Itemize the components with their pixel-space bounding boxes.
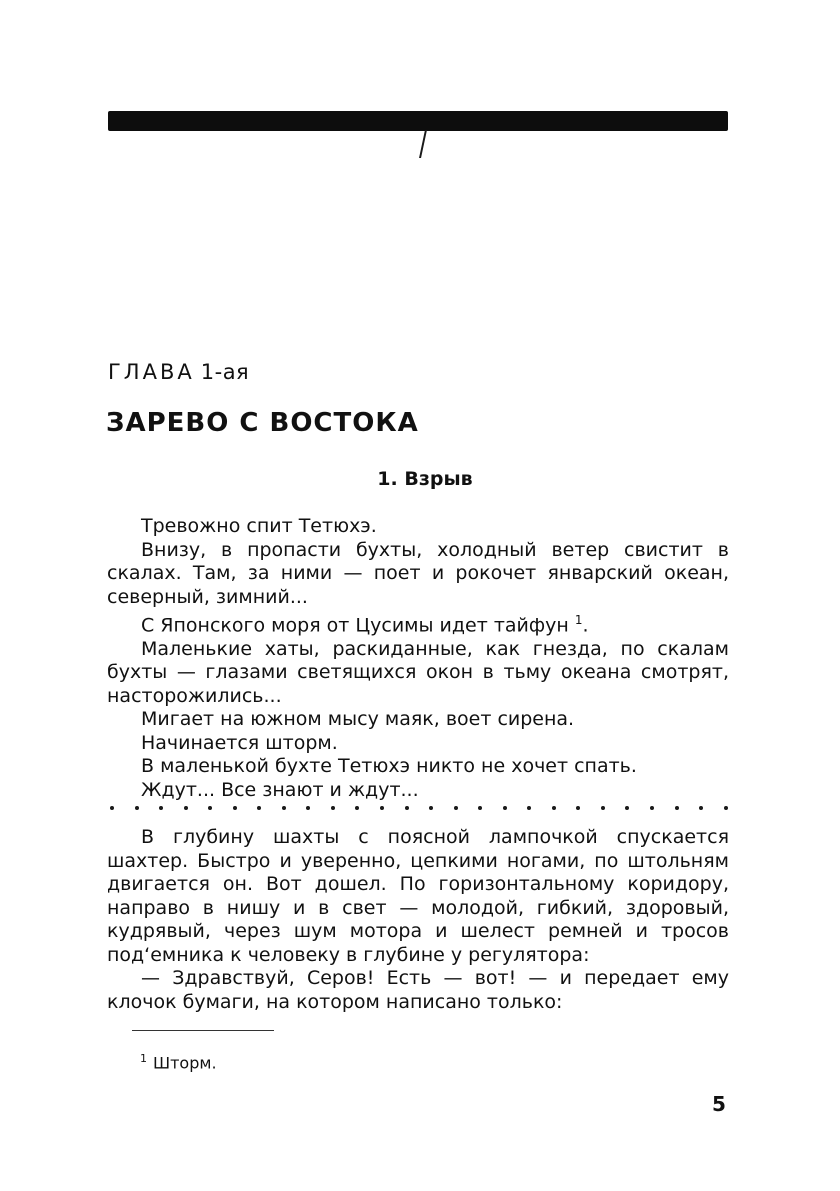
separator-dot (576, 806, 580, 810)
separator-dot (503, 806, 507, 810)
paragraph: Мигает на южном мысу маяк, воет сирена. (141, 708, 575, 731)
separator-dot (282, 806, 286, 810)
separator-dot (625, 806, 629, 810)
separator-dot (184, 806, 188, 810)
footnote-reference: 1 (574, 613, 583, 627)
decorative-stroke (419, 130, 427, 158)
separator-dot (675, 806, 679, 810)
separator-dot (257, 806, 261, 810)
chapter-number: 1-ая (200, 360, 250, 384)
paragraph: Внизу, в пропасти бухты, холодный ветер свистит в скалах. Там, за ними — поет и рокочет январский океан, северный, зимний... (107, 538, 729, 608)
footnote-text: Шторм. (153, 1053, 217, 1073)
dotted-separator (110, 806, 728, 810)
body-text-part2 (107, 826, 729, 1014)
decorative-header-bar (108, 111, 728, 131)
separator-dot (135, 806, 139, 810)
separator-dot (552, 806, 556, 810)
paragraph: В маленькой бухте Тетюхэ никто не хочет спать. (141, 755, 637, 778)
separator-dot (650, 806, 654, 810)
separator-dot (454, 806, 458, 810)
paragraph: Начинается шторм. (141, 731, 338, 754)
separator-dot (601, 806, 605, 810)
paragraph-text: С Японского моря от Цусимы идет тайфун (141, 614, 569, 637)
separator-dot (306, 806, 310, 810)
separator-dot (208, 806, 212, 810)
separator-dot (380, 806, 384, 810)
paragraph: — Здравствуй, Серов! Есть — вот! — и передает ему клочок бумаги, на котором написано только: (107, 967, 729, 1013)
footnote-mark: 1 (140, 1052, 147, 1065)
footnote-divider (132, 1030, 274, 1031)
chapter-label (108, 360, 249, 384)
separator-dot (699, 806, 703, 810)
paragraph: В глубину шахты с поясной лампочкой спускается шахтер. Быстро и уверенно, цепкими ногами, по штольням двигается он. Вот дошел. По горизонтальному коридору, направо в нишу и в свет — молодой, гибкий, здоровый, кудрявый, через шум мотора и шелест ремней и тросов под‘емника к человеку в глубине у регулятора: (107, 826, 729, 966)
paragraph: Маленькие хаты, раскиданные, как гнезда, по скалам бухты — глазами светящихся окон в тьму океана смотрят, насторожились... (107, 637, 729, 707)
paragraph: С Японского моря от Цусимы идет тайфун $^1$. (141, 613, 589, 637)
separator-dot (724, 806, 728, 810)
page-number: 5 (712, 1092, 726, 1116)
chapter-word: ГЛАВА (108, 360, 195, 384)
separator-dot (331, 806, 335, 810)
chapter-title: ЗАРЕВО С ВОСТОКА (106, 408, 419, 438)
separator-dot (478, 806, 482, 810)
separator-dot (527, 806, 531, 810)
paragraph: Ждут... Все знают и ждут... (141, 778, 419, 801)
separator-dot (429, 806, 433, 810)
separator-dot (355, 806, 359, 810)
separator-dot (405, 806, 409, 810)
section-heading: 1. Взрыв (377, 468, 473, 490)
body-text-part1 (107, 515, 729, 802)
separator-dot (233, 806, 237, 810)
footnote (140, 1052, 217, 1072)
separator-dot (159, 806, 163, 810)
paragraph: Тревожно спит Тетюхэ. (141, 515, 377, 537)
separator-dot (110, 806, 114, 810)
